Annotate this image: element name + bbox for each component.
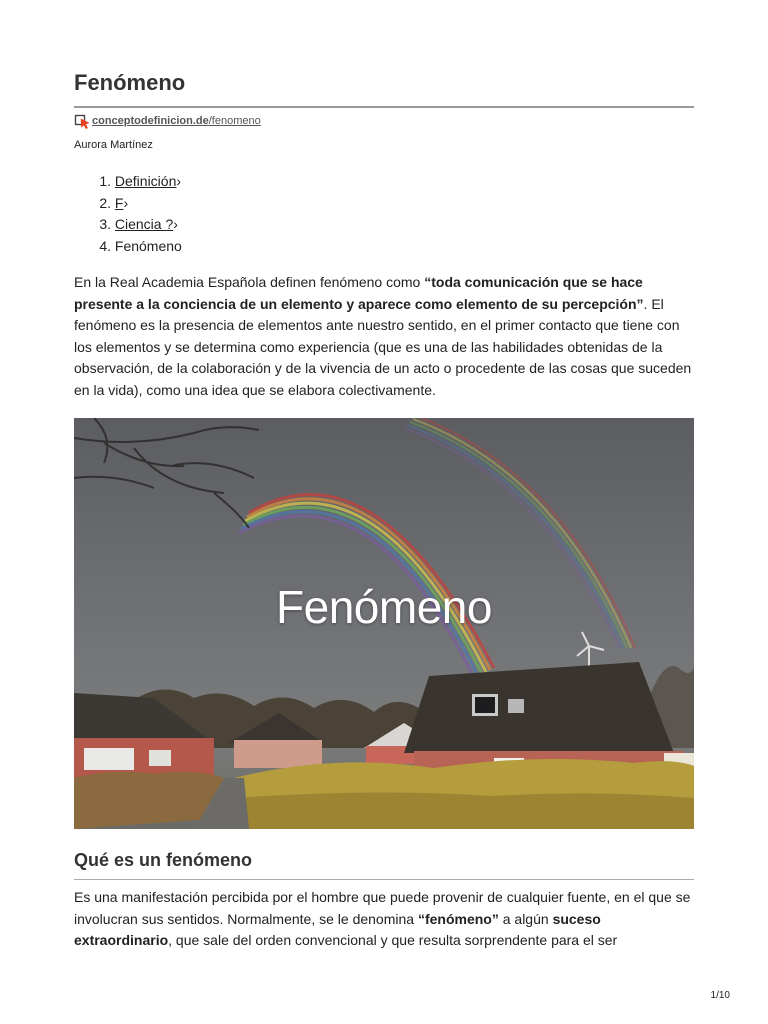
source-url[interactable]: [92, 115, 261, 127]
toc-item-2: [74, 193, 182, 215]
toc-number: 1.: [99, 173, 111, 189]
section-bold-suceso: suceso extraordinario: [74, 910, 601, 949]
source-link[interactable]: [74, 113, 261, 129]
section-text-3: , que sale del orden convencional y que resulta sorprendente para el ser: [168, 932, 618, 949]
toc-item-3: [74, 214, 182, 236]
toc-number: 4.: [99, 237, 111, 254]
toc-link-definicion[interactable]: Definición: [114, 173, 177, 189]
toc-link-f[interactable]: F: [114, 194, 124, 211]
section-heading: Qué es un fenómeno: [74, 850, 253, 870]
page-indicator: 1/10: [710, 990, 730, 1001]
source-path: /fenomeno: [208, 115, 261, 127]
title-divider: [74, 106, 694, 108]
intro-paragraph: [74, 272, 694, 402]
intro-text-1: En la Real Academia Española definen fenómeno como: [74, 274, 425, 290]
breadcrumb-separator-icon: ›: [176, 173, 182, 189]
breadcrumb-separator-icon: ›: [173, 216, 178, 232]
external-link-icon: [74, 113, 91, 129]
section-divider: [74, 879, 694, 880]
toc-item-1: [74, 171, 182, 193]
section-text-2: a algún: [498, 910, 553, 927]
toc-current-fenomeno: Fenómeno: [114, 237, 182, 254]
source-domain: conceptodefinicion.de: [92, 115, 209, 127]
section-paragraph: [74, 887, 694, 952]
hero-caption: Fenómeno: [276, 581, 492, 633]
section-bold-fenomeno: “fenómeno”: [417, 910, 499, 927]
toc-number: 2.: [99, 194, 111, 211]
page-title: Fenómeno: [74, 70, 186, 95]
table-of-contents: [74, 171, 182, 257]
toc-link-ciencia[interactable]: Ciencia ?: [114, 216, 174, 232]
toc-item-4: [74, 236, 182, 258]
intro-text-2: . El fenómeno es la presencia de elementos ante nuestro sentido, en el primer contacto que tiene con los elementos y se determina como experiencia (que es una de las habilidades obtenidas de la observación, de la colaboración y de la vivencia de un acto o procedente de las cosas que suceden en la vida), como una idea que se elabora colectivamente.: [74, 295, 692, 398]
hero-image: [74, 418, 694, 829]
intro-quote: “toda comunicación que se hace presente a la conciencia de un elemento y aparece como elemento de su percepción”: [74, 274, 644, 312]
author-name: Aurora Martínez: [74, 139, 153, 151]
breadcrumb-separator-icon: ›: [123, 194, 129, 211]
section-text-1: Es una manifestación percibida por el hombre que puede provenir de cualquier fuente, en el que se involucran sus sentidos. Normalmente, se le denomina: [74, 889, 691, 927]
toc-number: 3.: [99, 216, 111, 232]
